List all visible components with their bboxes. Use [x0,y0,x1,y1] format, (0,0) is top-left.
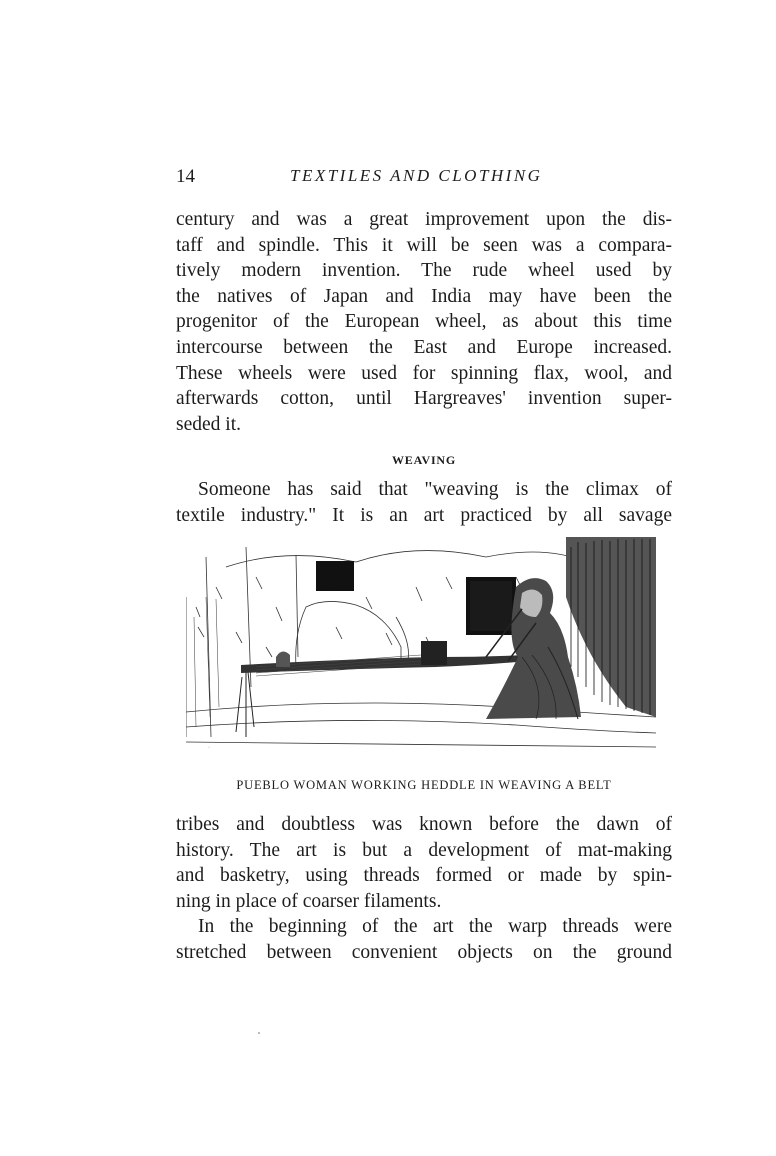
paragraph-weaving-intro [176,477,672,528]
text-line: tribes and doubtless was known before the dawn of [176,814,672,835]
scan-speck [258,1032,260,1034]
text-line: stretched between convenient objects on the ground [176,941,672,963]
text-line: and basketry, using threads formed or made by spin- [176,865,672,887]
text-line: tively modern invention. The rude wheel used by [176,260,672,282]
text-line: taff and spindle. This it will be seen was a compara- [176,234,672,256]
text-line: Someone has said that "weaving is the climax of [198,479,672,500]
text-line: century and was a great improvement upon the dis- [176,209,672,230]
section-heading: WEAVING [391,453,457,467]
paragraph-spinning-wheel [176,207,672,437]
text-line: These wheels were used for spinning flax, wool, and [176,362,672,384]
text-line: intercourse between the East and Europe increased. [176,336,672,358]
text-line: ning in place of coarser filaments. [176,890,442,912]
text-line: seded it. [176,413,241,435]
paragraph-tribes [176,812,672,914]
svg-text:·: · [208,745,210,751]
pueblo-weaver-illustration [186,537,656,753]
running-title: TEXTILES AND CLOTHING [290,166,543,185]
figure-caption: PUEBLO WOMAN WORKING HEDDLE IN WEAVING A BELT [236,778,612,792]
text-line: progenitor of the European wheel, as about this time [176,311,672,333]
paragraph-warp-threads [176,914,672,965]
running-header [176,166,672,190]
text-line: the natives of Japan and India may have been the [176,285,672,307]
text-line: In the beginning of the art the warp threads were [198,916,672,937]
page-number: 14 [176,166,195,187]
text-line: afterwards cotton, until Hargreaves' invention super- [176,388,672,410]
text-line: textile industry." It is an art practiced by all savage [176,504,672,526]
text-line: history. The art is but a development of mat-making [176,839,672,861]
